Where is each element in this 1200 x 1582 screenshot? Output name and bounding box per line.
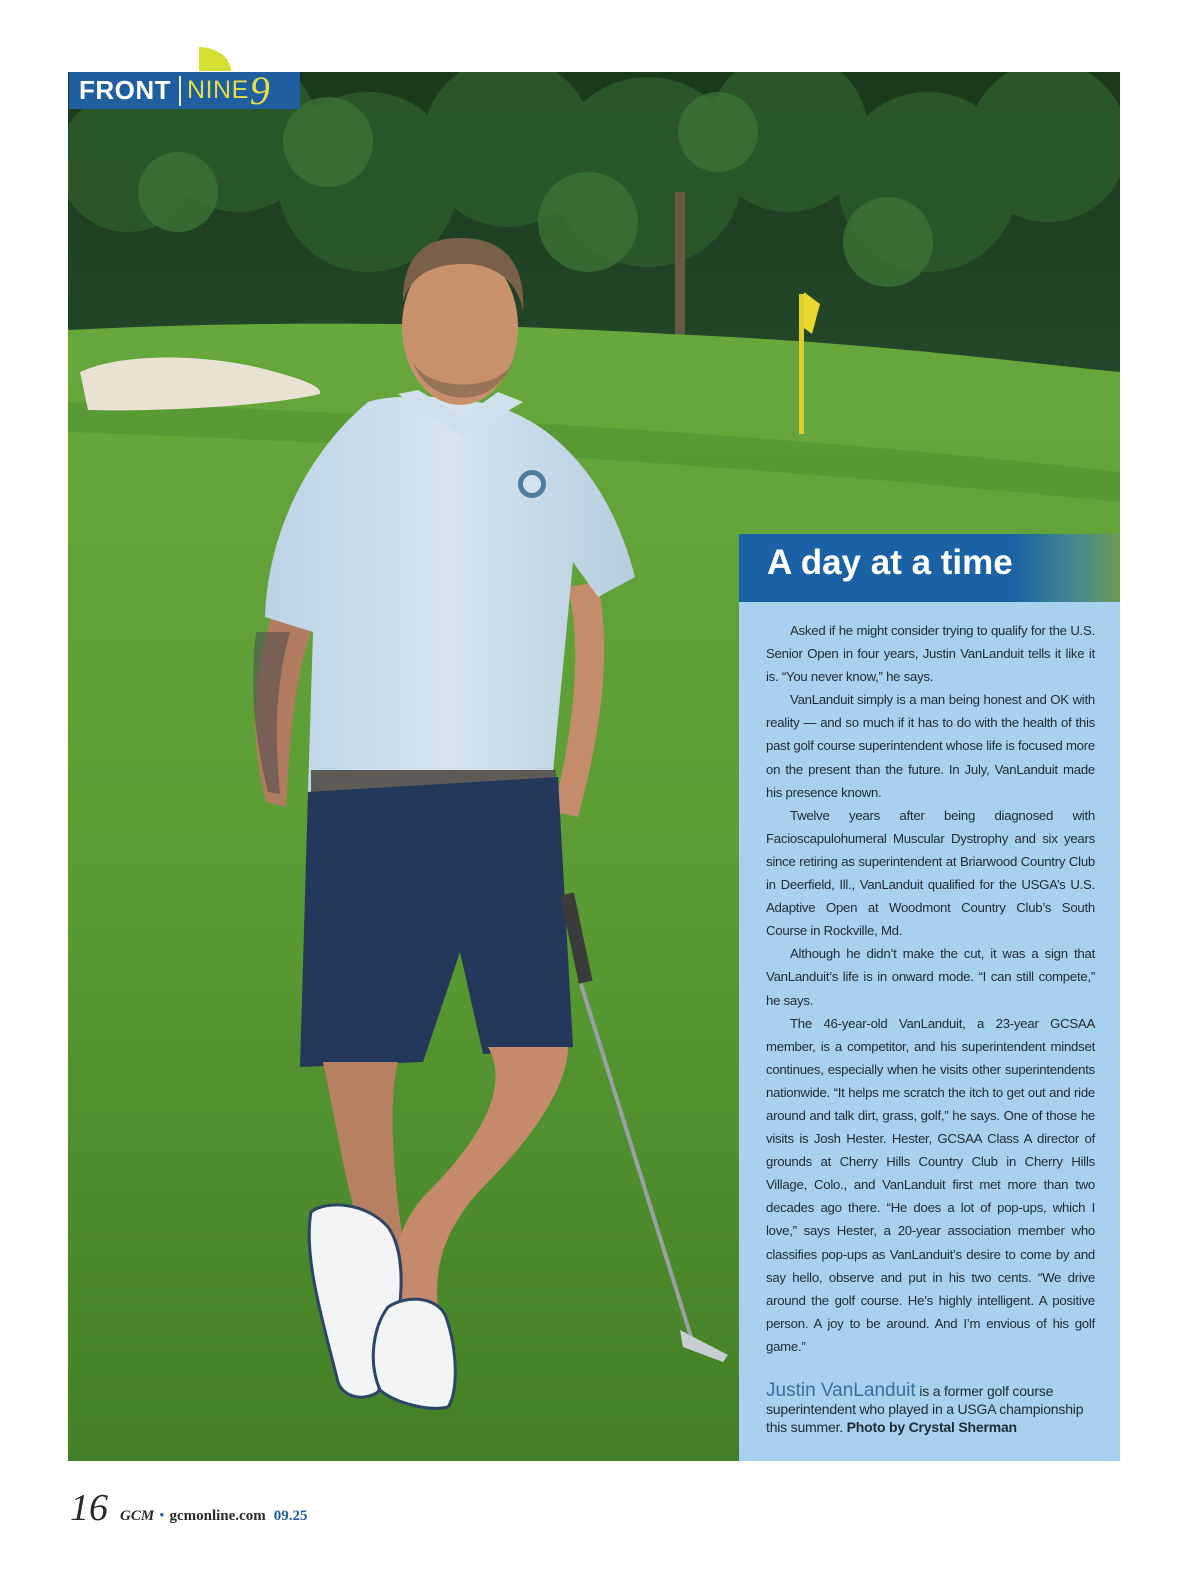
section-tab-nine: NINE: [187, 76, 249, 104]
section-tab-front: FRONT: [79, 75, 172, 105]
footer-issue-date: 09.25: [273, 1508, 308, 1524]
tree-trunk: [675, 192, 685, 342]
caption-text: is a former golf course superintendent who played in a USGA championship this summer.: [766, 1383, 1084, 1435]
article-paragraph: Asked if he might consider trying to qualify for the U.S. Senior Open in four years, Justin VanLanduit tells it like it is. “You never know,” he says.: [766, 623, 1095, 685]
sidebar-title: A day at a time: [767, 543, 1013, 582]
section-tab-leaf-decoration: [199, 47, 231, 71]
article-paragraph: Although he didn’t make the cut, it was a sign that VanLanduit’s life is in onward mode. “I can still compete,” he says.: [766, 946, 1095, 1008]
sidebar-article: [766, 619, 1095, 1358]
section-tab-numeral: 9: [249, 67, 270, 113]
article-paragraph: VanLanduit simply is a man being honest and OK with reality — and so much if it has to do with the health of this past golf course superintendent whose life is focused more on the present than the future. In July, VanLanduit made his presence known.: [766, 692, 1095, 800]
footer-separator: •: [159, 1508, 165, 1524]
footer-magazine: GCM: [120, 1508, 155, 1524]
footer-website-link[interactable]: gcmonline.com: [169, 1508, 266, 1524]
golfer-right-shoe: [373, 1299, 455, 1408]
caption-credit: Photo by Crystal Sherman: [846, 1419, 1017, 1435]
article-paragraph: The 46-year-old VanLanduit, a 23-year GCSAA member, is a competitor, and his superintendent mindset continues, especially when he visits other superintendents nationwide. “It helps me scratch the itch to get out and ride around and talk dirt, grass, golf,” he says. One of those he visits is Josh Hester. Hester, GCSAA Class A director of grounds at Cherry Hills Country Club in Cherry Hills Village, Colo., and VanLanduit first met more than two decades ago there. “He does a lot of pop-ups, which I love,” says Hester, a 20-year association member who classifies pop-ups as VanLanduit’s desire to come by and say hello, observe and put in his two cents. “We drive around the golf course. He’s highly intelligent. A positive person. A joy to be around. And I’m envious of his golf game.”: [766, 1015, 1095, 1354]
article-paragraph: Twelve years after being diagnosed with Facioscapulohumeral Muscular Dystrophy and six years since retiring as superintendent at Briarwood Country Club in Deerfield, Ill., VanLanduit qualified for the USGA’s U.S. Adaptive Open at Woodmont Country Club’s South Course in Rockville, Md.: [766, 807, 1095, 939]
caption-name: Justin VanLanduit: [766, 1380, 916, 1401]
sidebar-header: [739, 534, 1120, 602]
section-tab: [69, 67, 300, 113]
photo-caption: [766, 1382, 1106, 1436]
section-tab-divider: [179, 76, 181, 106]
sidebar-panel: [739, 534, 1120, 1461]
page-number: 16: [70, 1487, 108, 1529]
page-footer: [70, 1486, 307, 1530]
flag-pole: [799, 294, 804, 434]
